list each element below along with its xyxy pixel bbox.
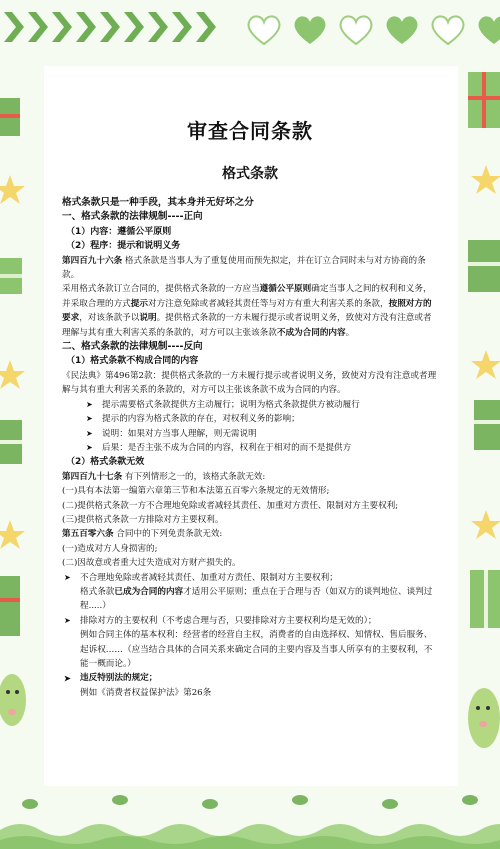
chevron-right-icon	[76, 12, 96, 42]
gift-icon	[474, 400, 500, 450]
text-run: 。提供格式条款的一方未履行提示或者说明义务，致使对方没有注意或者理解与其有重大利害关系的条款的，对方可以主张该条款	[62, 313, 432, 338]
arrow-bullet-icon: ➤	[64, 572, 71, 582]
chevron-right-icon	[196, 12, 216, 42]
chevron-right-icon	[28, 12, 48, 42]
list-item-text: 提示的内容为格式条款的存在，对权利义务的影响；	[102, 414, 300, 425]
text-run: ，对该条款予以	[79, 313, 140, 324]
article-496	[62, 254, 440, 283]
paragraph-496-2	[62, 282, 440, 340]
heart-icon	[384, 14, 420, 46]
sprout-icon	[202, 799, 218, 809]
list-item: (一)造成对方人身损害的;	[62, 543, 158, 554]
sprout-icon	[382, 799, 398, 809]
heart-icon	[476, 14, 500, 46]
star-icon	[0, 520, 25, 549]
list-item-detail: 例如合同主体的基本权利：经营者的经营自主权，消费者的自由选择权、知情权、售后服务、起诉权……（应当结合具体的合同关系来确定合同的主要内容及当事人所享有的主要权利，不能一概而论。）	[80, 630, 433, 669]
list-item-text: 不合理地免除或者减轻其责任、加重对方责任、限制对方主要权利；	[80, 572, 338, 583]
text-run: 提示	[130, 298, 148, 309]
article-label: 第四百九十六条	[62, 255, 123, 266]
text-run: 遵循公平原则	[259, 284, 312, 295]
gift-icon	[0, 576, 20, 636]
heart-icon	[246, 14, 282, 46]
subsection-heading: （1）内容：遵循公平原则	[66, 226, 172, 237]
section-heading: 二、格式条款的法律规制----反向	[62, 341, 203, 353]
list-item-text: 说明：如果对方当事人理解，则无需说明	[102, 428, 257, 439]
article-text: 格式条款是当事人为了重复使用而预先拟定，并在订立合同时未与对方协商的条款。	[62, 255, 426, 281]
text-run: 按照对方的要求	[62, 298, 432, 324]
text-run: 确定当事人之间的权利和义务，并采取合理的方式	[62, 284, 432, 309]
star-icon	[471, 510, 500, 539]
article-text: 合同中的下列免责条款无效:	[113, 529, 223, 540]
intro-text: 格式条款只是一种手段，其本身并无好坏之分	[62, 197, 254, 208]
list-item	[62, 398, 440, 412]
mascot-icon	[0, 674, 26, 726]
list-item	[62, 412, 440, 426]
heart-icon	[292, 14, 328, 46]
gift-icon	[470, 570, 500, 628]
mascot-icon	[468, 688, 500, 748]
text-run: 。	[345, 327, 355, 338]
subsection-heading: （2）格式条款无效	[66, 457, 145, 468]
heart-icon	[430, 14, 466, 46]
arrow-bullet-icon: ➤	[64, 673, 71, 684]
text-run: 格式条款	[80, 586, 115, 597]
list-item	[62, 614, 440, 628]
article-506	[62, 527, 440, 541]
gift-icon	[0, 420, 22, 464]
list-item-detail: 例如《消费者权益保护法》第26条	[80, 687, 212, 698]
list-item-detail	[62, 585, 440, 614]
subsection-heading: （1）格式条款不构成合同的内容	[66, 356, 199, 367]
list-item	[62, 427, 440, 441]
article-497	[62, 470, 440, 484]
arrow-bullet-icon: ➤	[64, 615, 71, 625]
list-item	[62, 571, 440, 585]
list-item: (三)提供格式条款一方排除对方主要权利。	[62, 514, 224, 525]
chevron-right-icon	[4, 12, 24, 42]
star-icon	[0, 360, 25, 389]
sprout-icon	[292, 795, 308, 805]
star-icon	[471, 350, 500, 379]
civil-code-text: 《民法典》第496第2款：提供格式条款的一方未履行提示或者说明义务，致使对方没有注意或者理解与其有重大利害关系的条款的，对方可以主张该条款不成为合同的内容。	[62, 370, 437, 396]
list-item: (二)提供格式条款一方不合理地免除或者减轻其责任、加重对方责任、限制对方主要权利;	[62, 500, 399, 511]
list-item-text: 提示需要格式条款提供方主动履行；说明为格式条款提供方被动履行	[102, 399, 360, 410]
chevron-right-icon	[172, 12, 192, 42]
gift-icon	[0, 258, 22, 294]
text-run: 才适用公平原则；重点在于合理与否（如双方的谈判地位、谈判过程.....）	[80, 586, 433, 612]
section-heading: 一、格式条款的法律规制----正向	[62, 211, 203, 223]
list-item	[62, 441, 440, 455]
sprout-icon	[462, 795, 478, 805]
chevron-right-icon	[124, 12, 144, 42]
heart-border	[246, 14, 500, 46]
text-run: 不成为合同的内容	[276, 327, 346, 338]
arrow-bullet-icon: ➤	[86, 399, 93, 409]
page-subtitle: 格式条款	[222, 166, 278, 182]
sprout-icon	[112, 795, 128, 805]
chevron-right-icon	[52, 12, 72, 42]
article-label: 第四百九十七条	[62, 471, 123, 482]
text-run: 对方注意免除或者减轻其责任等与对方有重大利害关系的条款，	[147, 298, 389, 309]
chevron-border	[4, 12, 216, 42]
arrow-bullet-icon: ➤	[86, 442, 93, 452]
article-text: 有下列情形之一的，该格式条款无效:	[122, 471, 266, 482]
arrow-bullet-icon: ➤	[86, 414, 93, 424]
list-item-text: 违反特别法的规定；	[80, 673, 158, 684]
document-body	[62, 196, 440, 700]
sprout-icon	[22, 799, 38, 809]
list-item: (一)具有本法第一编第六章第三节和本法第五百零六条规定的无效情形;	[62, 486, 330, 497]
list-item	[62, 671, 440, 685]
arrow-bullet-icon: ➤	[86, 428, 93, 438]
text-run: 已成为合同的内容	[114, 586, 184, 597]
text-run: 采用格式条款订立合同的，提供格式条款的一方应当	[62, 284, 260, 295]
page-title: 审查合同条款	[187, 119, 313, 143]
subsection-heading: （2）程序：提示和说明义务	[66, 241, 181, 252]
heart-icon	[338, 14, 374, 46]
gift-icon	[468, 240, 500, 292]
chevron-right-icon	[148, 12, 168, 42]
article-label: 第五百零六条	[62, 529, 114, 540]
text-run: 说明	[139, 313, 157, 324]
chevron-right-icon	[100, 12, 120, 42]
grass-border	[0, 790, 500, 849]
list-item-text: 排除对方的主要权利（不考虑合理与否，只要排除对方主要权利均是无效的）；	[80, 615, 377, 626]
list-item-text: 后果：是否主张不成为合同的内容，权利在于相对的而不是提供方	[102, 442, 352, 453]
list-item: (二)因故意或者重大过失造成对方财产损失的。	[62, 558, 241, 569]
